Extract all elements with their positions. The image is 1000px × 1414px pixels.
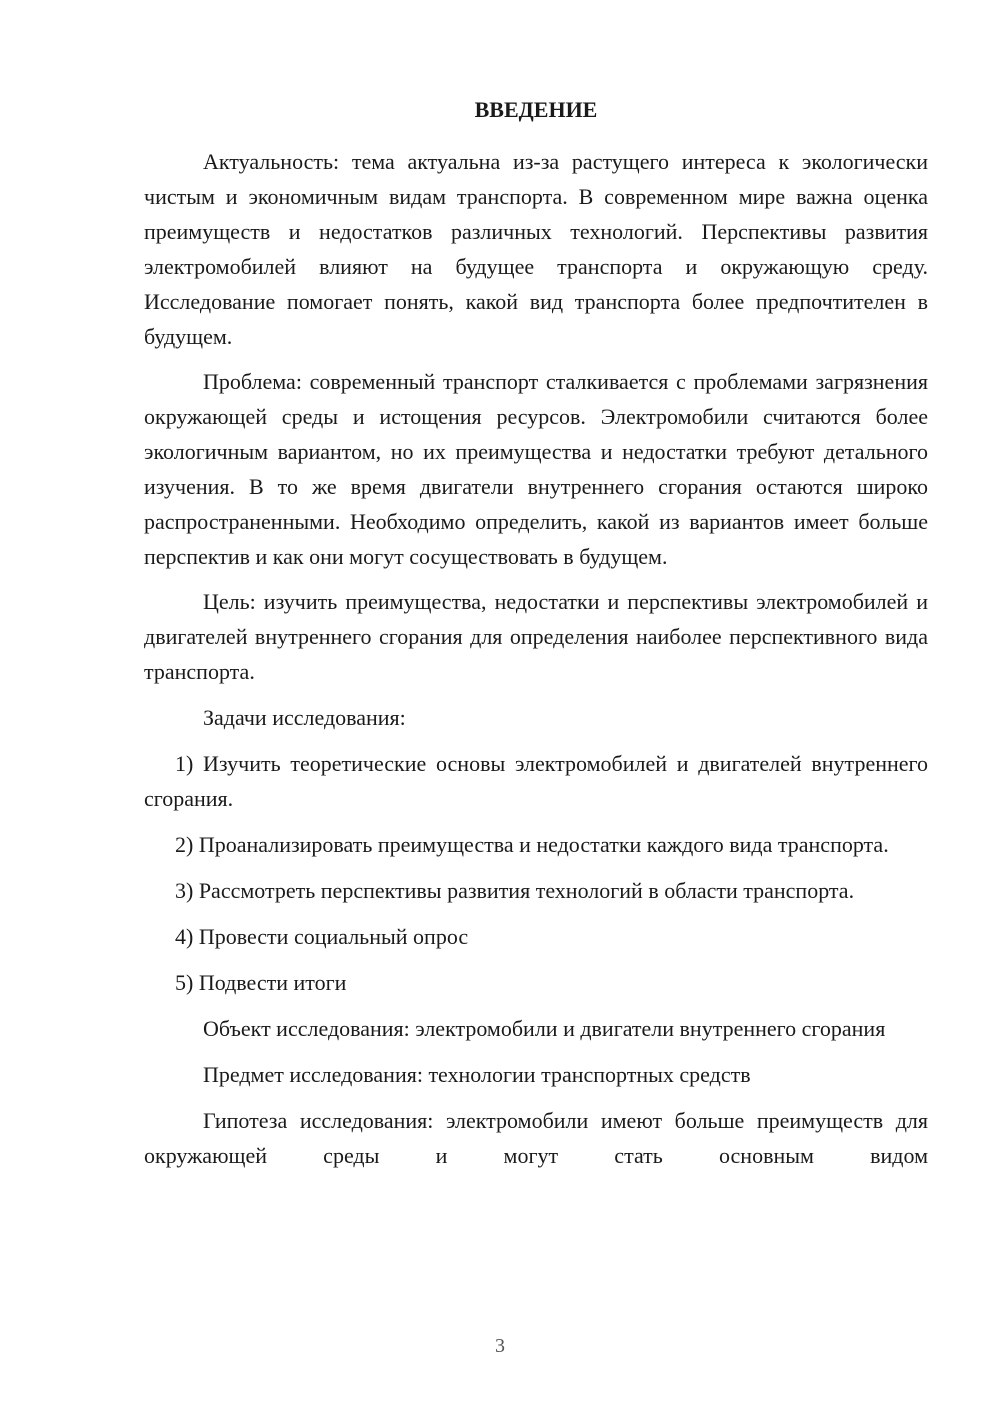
page-number: 3 [495, 1335, 505, 1357]
task-item: 2) Проанализировать преимущества и недостатки каждого вида транспорта. [175, 832, 889, 857]
relevance-paragraph: Актуальность: тема актуальна из-за растущего интереса к экологически чистым и экономичным видам транспорта. В современном мире важна оценка преимуществ и недостатков различных технологий. Перспективы развития электромобилей влияют на будущее транспорта и окружающую среду. Исследование помогает понять, какой вид транспорта более предпочтителен в будущем. [144, 149, 928, 349]
task-item: 1) Изучить теоретические основы электромобилей и двигателей внутреннего сгорания. [144, 751, 928, 811]
task-item: 5) Подвести итоги [175, 970, 347, 995]
task-item: 3) Рассмотреть перспективы развития технологий в области транспорта. [175, 878, 855, 903]
task-item: 4) Провести социальный опрос [175, 924, 469, 949]
object-paragraph: Объект исследования: электромобили и двигатели внутреннего сгорания [203, 1016, 886, 1041]
problem-paragraph: Проблема: современный транспорт сталкивается с проблемами загрязнения окружающей среды и истощения ресурсов. Электромобили считаются более экологичным вариантом, но их преимущества и недостатки требуют детального изучения. В то же время двигатели внутреннего сгорания остаются широко распространенными. Необходимо определить, какой из вариантов имеет больше перспектив и как они могут сосуществовать в будущем. [144, 369, 928, 569]
hypothesis-paragraph: Гипотеза исследования: электромобили имеют больше преимуществ для окружающей среды и могут стать основным видом [144, 1108, 928, 1168]
section-heading: ВВЕДЕНИЕ [474, 97, 598, 122]
document-page [144, 94, 928, 1173]
tasks-heading: Задачи исследования: [203, 705, 406, 730]
goal-paragraph: Цель: изучить преимущества, недостатки и перспективы электромобилей и двигателей внутреннего сгорания для определения наиболее перспективного вида транспорта. [144, 589, 928, 684]
subject-paragraph: Предмет исследования: технологии транспортных средств [203, 1062, 751, 1087]
